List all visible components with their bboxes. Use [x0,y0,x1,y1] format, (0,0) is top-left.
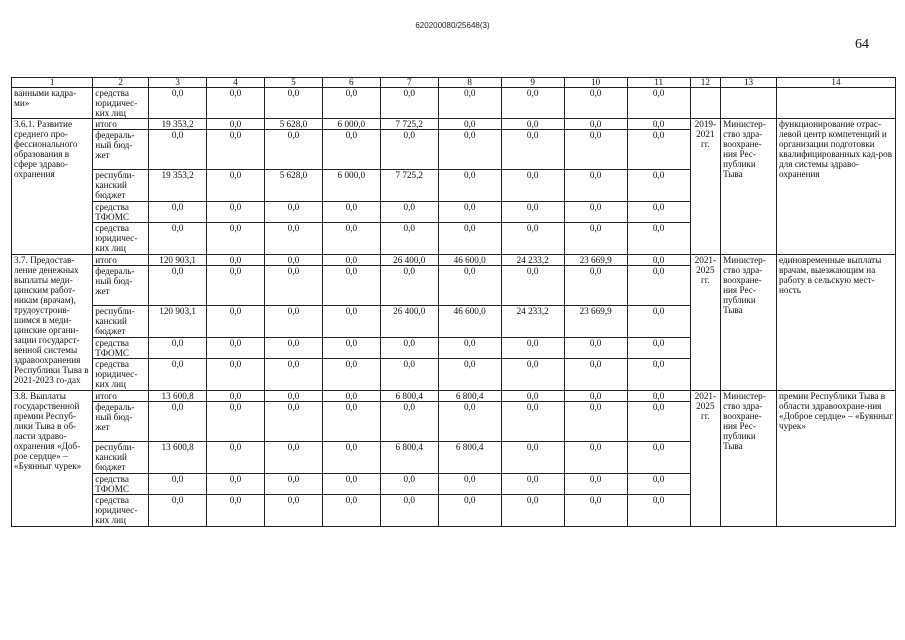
value-cell: 120 903,1 [149,255,207,266]
value-cell: 0,0 [380,359,438,391]
value-cell: 0,0 [322,442,380,474]
value-cell: 0,0 [438,402,501,442]
funding-source: средства юридичес-ких лиц [93,359,149,391]
value-cell: 46 600,0 [438,306,501,338]
executor-cell: Министер-ство здра-воохране-ния Рес-публики Тыва [721,391,777,527]
value-cell: 0,0 [627,306,690,338]
value-cell: 0,0 [322,88,380,119]
value-cell: 0,0 [627,119,690,130]
value-cell: 0,0 [438,474,501,495]
value-cell: 26 400,0 [380,255,438,266]
value-cell: 0,0 [501,266,564,306]
value-cell: 0,0 [207,306,265,338]
measure-title: 3.8. Выплаты государственной премии Респуб-лики Тыва в об-ласти здраво-охранения «Доб-рое сердце» – «Буянныг чурек» [12,391,93,527]
value-cell: 0,0 [501,359,564,391]
value-cell: 0,0 [627,88,690,119]
value-cell: 0,0 [149,359,207,391]
value-cell: 0,0 [149,266,207,306]
value-cell: 0,0 [207,474,265,495]
funding-source: федераль-ный бюд-жет [93,266,149,306]
period-cell [690,88,720,119]
value-cell: 0,0 [149,88,207,119]
value-cell: 6 800,4 [380,391,438,402]
value-cell: 0,0 [627,223,690,255]
value-cell: 0,0 [264,442,322,474]
document-id: 620200080/25648(3) [415,21,490,30]
value-cell: 6 000,0 [322,170,380,202]
value-cell: 0,0 [322,338,380,359]
value-cell: 0,0 [564,391,627,402]
value-cell: 0,0 [264,88,322,119]
value-cell: 23 669,9 [564,306,627,338]
column-header: 8 [438,78,501,88]
value-cell: 23 669,9 [564,255,627,266]
value-cell: 0,0 [149,223,207,255]
value-cell: 0,0 [564,88,627,119]
value-cell: 0,0 [564,202,627,223]
measure-title: 3.7. Предостав-ление денежных выплаты меди-цинским работ-никам (врачам), трудоустроив-шимся в меди-цинские органи-зации государст-венной системы здравоохранения Республики Тыва в 2021-2023 го-дах [12,255,93,391]
value-cell: 0,0 [627,170,690,202]
result-cell: единовременные выплаты врачам, выезжающим на работу в сельскую мест-ность [776,255,895,391]
result-cell [776,88,895,119]
period-cell: 2021-2025 гг. [690,391,720,527]
value-cell: 6 800,4 [380,442,438,474]
value-cell: 0,0 [322,202,380,223]
value-cell: 0,0 [564,130,627,170]
column-header: 6 [322,78,380,88]
value-cell: 13 600,8 [149,442,207,474]
value-cell: 0,0 [501,474,564,495]
column-header: 2 [93,78,149,88]
value-cell: 0,0 [149,495,207,527]
value-cell: 0,0 [564,170,627,202]
table-row [12,255,896,266]
value-cell: 0,0 [564,359,627,391]
column-header: 13 [721,78,777,88]
value-cell: 0,0 [264,306,322,338]
value-cell: 120 903,1 [149,306,207,338]
funding-source: федераль-ный бюд-жет [93,402,149,442]
funding-source: средства юридичес-ких лиц [93,223,149,255]
funding-source: итого [93,255,149,266]
value-cell: 0,0 [501,442,564,474]
table-row [12,391,896,402]
value-cell: 0,0 [207,170,265,202]
value-cell: 0,0 [322,130,380,170]
value-cell: 0,0 [438,359,501,391]
column-header: 5 [264,78,322,88]
value-cell: 0,0 [501,402,564,442]
measure-title: 3.6.1. Развитие среднего про-фессионального образования в сфере здраво-охранения [12,119,93,255]
value-cell: 0,0 [438,119,501,130]
value-cell: 0,0 [501,119,564,130]
value-cell: 0,0 [149,202,207,223]
value-cell: 7 725,2 [380,170,438,202]
value-cell: 0,0 [264,474,322,495]
value-cell: 0,0 [207,119,265,130]
funding-source: средства ТФОМС [93,202,149,223]
funding-source: средства ТФОМС [93,338,149,359]
period-cell: 2019-2021 гг. [690,119,720,255]
value-cell: 5 628,0 [264,170,322,202]
table-row [12,88,896,119]
value-cell: 0,0 [501,495,564,527]
value-cell: 0,0 [564,338,627,359]
value-cell: 0,0 [264,223,322,255]
value-cell: 0,0 [564,223,627,255]
value-cell: 19 353,2 [149,170,207,202]
value-cell: 0,0 [264,255,322,266]
executor-cell: Министер-ство здра-воохране-ния Рес-публики Тыва [721,255,777,391]
column-header: 10 [564,78,627,88]
value-cell: 0,0 [207,130,265,170]
value-cell: 24 233,2 [501,255,564,266]
value-cell: 0,0 [380,130,438,170]
value-cell: 7 725,2 [380,119,438,130]
table-row [12,119,896,130]
funding-source: республи-канский бюджет [93,442,149,474]
value-cell: 46 600,0 [438,255,501,266]
value-cell: 0,0 [207,266,265,306]
value-cell: 0,0 [207,223,265,255]
value-cell: 0,0 [438,202,501,223]
value-cell: 0,0 [322,359,380,391]
value-cell: 0,0 [501,130,564,170]
header-row [12,78,896,88]
value-cell: 0,0 [264,391,322,402]
value-cell: 0,0 [207,391,265,402]
value-cell: 26 400,0 [380,306,438,338]
value-cell: 0,0 [438,88,501,119]
value-cell: 24 233,2 [501,306,564,338]
value-cell: 0,0 [322,223,380,255]
value-cell: 0,0 [149,474,207,495]
page-number: 64 [855,37,869,52]
value-cell: 0,0 [627,495,690,527]
column-header: 12 [690,78,720,88]
value-cell: 0,0 [501,88,564,119]
value-cell: 0,0 [380,338,438,359]
value-cell: 0,0 [149,338,207,359]
value-cell: 0,0 [207,442,265,474]
value-cell: 0,0 [438,495,501,527]
value-cell: 0,0 [264,338,322,359]
value-cell: 0,0 [438,170,501,202]
executor-cell: Министер-ство здра-воохране-ния Рес-публики Тыва [721,119,777,255]
column-header: 14 [776,78,895,88]
value-cell: 0,0 [501,338,564,359]
value-cell: 0,0 [501,202,564,223]
value-cell: 0,0 [322,495,380,527]
value-cell: 0,0 [264,266,322,306]
value-cell: 0,0 [564,495,627,527]
column-header: 7 [380,78,438,88]
value-cell: 0,0 [627,442,690,474]
value-cell: 0,0 [207,202,265,223]
value-cell: 0,0 [438,130,501,170]
value-cell: 0,0 [380,402,438,442]
column-header: 3 [149,78,207,88]
value-cell: 6 000,0 [322,119,380,130]
result-cell: премии Республики Тыва в области здравоохране-ния «Доброе сердце» – «Буянныг чурек» [776,391,895,527]
funding-source: средства юридичес-ких лиц [93,495,149,527]
value-cell: 0,0 [564,442,627,474]
value-cell: 0,0 [264,495,322,527]
value-cell: 0,0 [322,306,380,338]
table-body [12,88,896,527]
funding-source: итого [93,119,149,130]
period-cell: 2021-2025 гг. [690,255,720,391]
column-header: 11 [627,78,690,88]
value-cell: 0,0 [380,495,438,527]
funding-source: республи-канский бюджет [93,306,149,338]
value-cell: 0,0 [438,338,501,359]
value-cell: 0,0 [627,266,690,306]
value-cell: 19 353,2 [149,119,207,130]
value-cell: 0,0 [264,402,322,442]
value-cell: 0,0 [380,223,438,255]
value-cell: 0,0 [627,391,690,402]
funding-source: средства ТФОМС [93,474,149,495]
value-cell: 0,0 [322,255,380,266]
value-cell: 0,0 [627,130,690,170]
funding-source: итого [93,391,149,402]
value-cell: 0,0 [380,88,438,119]
value-cell: 0,0 [380,202,438,223]
value-cell: 6 800,4 [438,391,501,402]
funding-source: средства юридичес-ких лиц [93,88,149,119]
value-cell: 0,0 [207,495,265,527]
value-cell: 0,0 [438,223,501,255]
measure-title: ванными кадра-ми» [12,88,93,119]
funding-source: республи-канский бюджет [93,170,149,202]
result-cell: функционирование отрас-левой центр компетенций и организации подготовки квалифицированных кад-ров для системы здраво-охранения [776,119,895,255]
value-cell: 0,0 [207,88,265,119]
value-cell: 0,0 [380,266,438,306]
value-cell: 0,0 [207,338,265,359]
column-header: 1 [12,78,93,88]
funding-source: федераль-ный бюд-жет [93,130,149,170]
value-cell: 0,0 [501,391,564,402]
value-cell: 5 628,0 [264,119,322,130]
value-cell: 0,0 [438,266,501,306]
column-header: 4 [207,78,265,88]
value-cell: 0,0 [207,402,265,442]
value-cell: 0,0 [322,266,380,306]
value-cell: 0,0 [322,402,380,442]
budget-table [11,77,896,527]
executor-cell [721,88,777,119]
value-cell: 0,0 [264,202,322,223]
value-cell: 0,0 [149,402,207,442]
value-cell: 0,0 [207,255,265,266]
value-cell: 0,0 [264,130,322,170]
value-cell: 13 600,8 [149,391,207,402]
value-cell: 0,0 [207,359,265,391]
value-cell: 0,0 [627,402,690,442]
value-cell: 0,0 [501,170,564,202]
value-cell: 0,0 [627,359,690,391]
value-cell: 0,0 [322,474,380,495]
value-cell: 0,0 [627,255,690,266]
value-cell: 0,0 [564,266,627,306]
value-cell: 0,0 [627,338,690,359]
value-cell: 0,0 [627,202,690,223]
value-cell: 0,0 [501,223,564,255]
value-cell: 0,0 [564,402,627,442]
value-cell: 0,0 [149,130,207,170]
value-cell: 0,0 [564,119,627,130]
value-cell: 0,0 [380,474,438,495]
column-header: 9 [501,78,564,88]
value-cell: 0,0 [627,474,690,495]
value-cell: 6 800,4 [438,442,501,474]
value-cell: 0,0 [564,474,627,495]
value-cell: 0,0 [264,359,322,391]
value-cell: 0,0 [322,391,380,402]
